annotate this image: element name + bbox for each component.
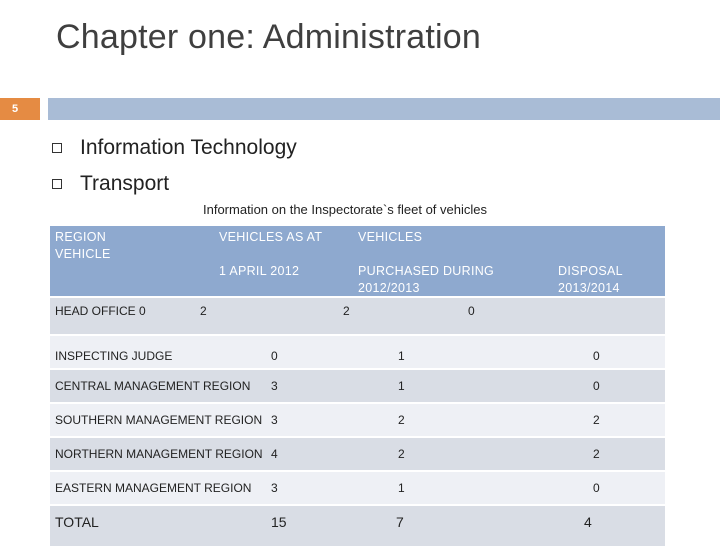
- cell-total-as-at: 15: [271, 514, 287, 530]
- bullet-list: [52, 130, 297, 202]
- cell-total-disposal: 4: [584, 514, 592, 530]
- slide-number: 5: [0, 98, 40, 120]
- table-header-row: [50, 226, 665, 298]
- cell-as-at: 0: [271, 349, 278, 363]
- table-row: [50, 472, 665, 506]
- bullet-item: [52, 166, 297, 202]
- bullet-text: Information Technology: [80, 136, 297, 159]
- cell-purchased: 1: [398, 349, 405, 363]
- table-row: [50, 370, 665, 404]
- cell-disposal: 0: [593, 481, 600, 495]
- header-as-at-line1: VEHICLES AS AT: [219, 230, 323, 244]
- table-row: [50, 336, 665, 370]
- header-region: REGION VEHICLE: [55, 230, 111, 261]
- cell-as-at: 4: [271, 447, 278, 461]
- cell-as-at: 3: [271, 481, 278, 495]
- header-purchased-line1: VEHICLES: [358, 230, 423, 244]
- square-bullet-icon: [52, 143, 62, 153]
- table-caption: Information on the Inspectorate`s fleet of vehicles: [203, 202, 487, 217]
- cell-region: INSPECTING JUDGE: [55, 349, 173, 363]
- cell-purchased: 2: [398, 447, 405, 461]
- cell-region: HEAD OFFICE 0: [55, 304, 146, 318]
- slide-title: Chapter one: Administration: [56, 18, 481, 56]
- header-as-at-line2: 1 APRIL 2012: [219, 264, 300, 278]
- table-row: [50, 298, 665, 336]
- bullet-text: Transport: [80, 172, 170, 195]
- bullet-item: [52, 130, 297, 166]
- header-purchased-line2: PURCHASED DURING 2012/2013: [358, 264, 495, 295]
- cell-purchased: 1: [398, 481, 405, 495]
- cell-disposal: 2: [593, 447, 600, 461]
- cell-purchased: 2: [343, 304, 350, 318]
- vehicle-fleet-table: [50, 226, 665, 546]
- header-disposal: DISPOSAL 2013/2014: [558, 264, 623, 295]
- cell-region: EASTERN MANAGEMENT REGION: [55, 481, 252, 495]
- cell-disposal: 0: [468, 304, 475, 318]
- square-bullet-icon: [52, 179, 62, 189]
- cell-as-at: 3: [271, 379, 278, 393]
- cell-as-at: 2: [200, 304, 207, 318]
- cell-disposal: 0: [593, 379, 600, 393]
- title-divider-bar: [48, 98, 720, 120]
- cell-disposal: 2: [593, 413, 600, 427]
- cell-disposal: 0: [593, 349, 600, 363]
- cell-purchased: 2: [398, 413, 405, 427]
- cell-region: CENTRAL MANAGEMENT REGION: [55, 379, 251, 393]
- cell-region: SOUTHERN MANAGEMENT REGION: [55, 413, 263, 427]
- table-row: [50, 438, 665, 472]
- table-row: [50, 404, 665, 438]
- table-total-row: [50, 506, 665, 546]
- cell-total-purchased: 7: [396, 514, 404, 530]
- cell-region: NORTHERN MANAGEMENT REGION: [55, 447, 263, 461]
- cell-total-label: TOTAL: [55, 514, 99, 530]
- cell-purchased: 1: [398, 379, 405, 393]
- cell-as-at: 3: [271, 413, 278, 427]
